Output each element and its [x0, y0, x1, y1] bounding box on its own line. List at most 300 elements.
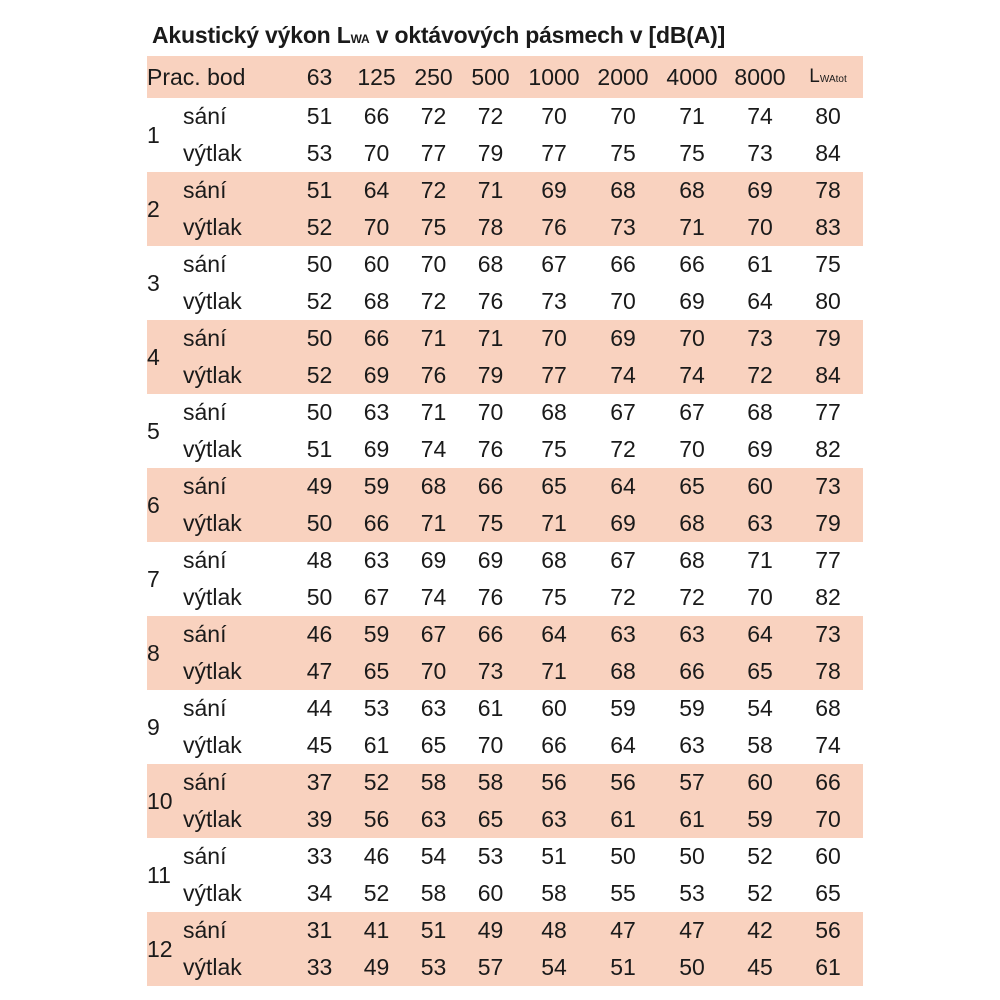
band-value-cell: 63 — [363, 399, 390, 425]
band-value-cell: 46 — [363, 843, 390, 869]
table-row — [147, 135, 863, 172]
band-value-cell: 42 — [747, 917, 773, 943]
header-total-main: L — [809, 66, 820, 87]
band-value-cell: 73 — [747, 140, 773, 166]
band-value-cell: 69 — [420, 547, 447, 573]
band-value-cell: 66 — [541, 732, 567, 758]
band-value-cell: 70 — [610, 288, 636, 314]
band-value-cell: 60 — [363, 251, 390, 277]
band-value-cell: 66 — [363, 510, 390, 536]
mode-label: sání — [183, 547, 227, 573]
band-value-cell: 33 — [306, 843, 333, 869]
band-value-cell: 67 — [610, 399, 636, 425]
operating-point-number: 5 — [147, 417, 160, 444]
mode-label: sání — [183, 399, 227, 425]
band-value-cell: 68 — [477, 251, 504, 277]
band-value-cell: 61 — [679, 806, 705, 832]
total-value-cell: 75 — [815, 251, 841, 277]
table-row — [147, 468, 863, 505]
operating-point-number: 6 — [147, 491, 160, 518]
band-value-cell: 57 — [477, 954, 504, 980]
total-value-cell: 66 — [815, 769, 841, 795]
band-value-cell: 49 — [363, 954, 390, 980]
band-value-cell: 61 — [747, 251, 773, 277]
band-value-cell: 70 — [477, 732, 504, 758]
total-value-cell: 79 — [815, 510, 841, 536]
band-value-cell: 66 — [363, 103, 390, 129]
mode-label: výtlak — [183, 658, 242, 684]
band-value-cell: 72 — [420, 288, 447, 314]
band-value-cell: 63 — [420, 695, 447, 721]
band-value-cell: 59 — [363, 621, 390, 647]
band-value-cell: 68 — [679, 177, 705, 203]
band-value-cell: 51 — [306, 177, 333, 203]
band-value-cell: 44 — [306, 695, 333, 721]
band-value-cell: 69 — [363, 362, 390, 388]
band-value-cell: 58 — [747, 732, 773, 758]
band-value-cell: 53 — [363, 695, 390, 721]
band-value-cell: 41 — [363, 917, 390, 943]
title-suffix: v oktávových pásmech v [dB(A)] — [369, 22, 726, 48]
band-value-cell: 52 — [306, 288, 333, 314]
operating-point-group — [147, 394, 863, 468]
total-value-cell: 68 — [815, 695, 841, 721]
band-value-cell: 76 — [541, 214, 567, 240]
band-value-cell: 74 — [420, 584, 447, 610]
header-row — [147, 56, 863, 98]
band-value-cell: 52 — [747, 880, 773, 906]
band-value-cell: 66 — [679, 658, 705, 684]
operating-point-number: 7 — [147, 565, 160, 592]
total-value-cell: 61 — [815, 954, 841, 980]
band-value-cell: 68 — [420, 473, 447, 499]
mode-label: sání — [183, 917, 227, 943]
band-value-cell: 71 — [679, 214, 705, 240]
table-row — [147, 838, 863, 875]
band-value-cell: 56 — [610, 769, 636, 795]
band-value-cell: 63 — [541, 806, 567, 832]
band-value-cell: 59 — [747, 806, 773, 832]
band-value-cell: 50 — [306, 584, 333, 610]
table-row — [147, 283, 863, 320]
band-value-cell: 72 — [477, 103, 504, 129]
band-value-cell: 70 — [679, 325, 705, 351]
band-value-cell: 34 — [306, 880, 333, 906]
band-value-cell: 48 — [541, 917, 567, 943]
band-value-cell: 52 — [363, 769, 390, 795]
band-value-cell: 70 — [679, 436, 705, 462]
band-value-cell: 60 — [541, 695, 567, 721]
total-value-cell: 77 — [815, 399, 841, 425]
mode-label: sání — [183, 769, 227, 795]
band-value-cell: 68 — [541, 547, 567, 573]
band-value-cell: 74 — [679, 362, 705, 388]
band-value-cell: 52 — [306, 214, 333, 240]
band-value-cell: 66 — [363, 325, 390, 351]
band-value-cell: 61 — [610, 806, 636, 832]
band-value-cell: 63 — [679, 621, 705, 647]
header-total — [793, 56, 863, 98]
band-value-cell: 73 — [541, 288, 567, 314]
header-band-4000: 4000 — [666, 63, 718, 90]
mode-label: sání — [183, 473, 227, 499]
band-value-cell: 63 — [747, 510, 773, 536]
band-value-cell: 66 — [477, 621, 504, 647]
operating-point-group — [147, 838, 863, 912]
header-operating-point: Prac. bod — [147, 63, 246, 90]
header-total-sub: WAtot — [819, 74, 847, 85]
operating-point-number: 12 — [147, 935, 173, 962]
total-value-cell: 79 — [815, 325, 841, 351]
mode-label: výtlak — [183, 140, 242, 166]
operating-point-group — [147, 542, 863, 616]
total-value-cell: 83 — [815, 214, 841, 240]
header-band-2000: 2000 — [597, 63, 649, 90]
band-value-cell: 71 — [679, 103, 705, 129]
band-value-cell: 68 — [679, 547, 705, 573]
table-row — [147, 209, 863, 246]
band-value-cell: 72 — [420, 103, 447, 129]
total-value-cell: 80 — [815, 103, 841, 129]
operating-point-number: 1 — [147, 121, 160, 148]
operating-point-group — [147, 320, 863, 394]
operating-point-group — [147, 172, 863, 246]
band-value-cell: 71 — [420, 399, 447, 425]
title-prefix: Akustický výkon L — [152, 22, 351, 48]
header-band-250: 250 — [414, 63, 453, 90]
band-value-cell: 73 — [477, 658, 504, 684]
header-band-1000: 1000 — [528, 63, 580, 90]
band-value-cell: 70 — [541, 103, 567, 129]
band-value-cell: 67 — [610, 547, 636, 573]
band-value-cell: 59 — [363, 473, 390, 499]
band-value-cell: 67 — [679, 399, 705, 425]
header-band-500: 500 — [471, 63, 510, 90]
table-row — [147, 912, 863, 949]
band-value-cell: 71 — [477, 325, 504, 351]
band-value-cell: 79 — [477, 362, 504, 388]
mode-label: výtlak — [183, 732, 242, 758]
band-value-cell: 68 — [363, 288, 390, 314]
band-value-cell: 69 — [610, 510, 636, 536]
table-row — [147, 690, 863, 727]
table-row — [147, 98, 863, 135]
band-value-cell: 77 — [420, 140, 447, 166]
band-value-cell: 68 — [610, 177, 636, 203]
band-value-cell: 77 — [541, 362, 567, 388]
band-value-cell: 75 — [679, 140, 705, 166]
mode-label: sání — [183, 695, 227, 721]
mode-label: výtlak — [183, 362, 242, 388]
band-value-cell: 69 — [747, 436, 773, 462]
band-value-cell: 72 — [679, 584, 705, 610]
band-value-cell: 76 — [477, 436, 504, 462]
band-value-cell: 52 — [363, 880, 390, 906]
band-value-cell: 71 — [541, 510, 567, 536]
band-value-cell: 67 — [363, 584, 390, 610]
table-row — [147, 579, 863, 616]
band-value-cell: 68 — [541, 399, 567, 425]
band-value-cell: 71 — [541, 658, 567, 684]
band-value-cell: 69 — [679, 288, 705, 314]
band-value-cell: 76 — [477, 584, 504, 610]
band-value-cell: 50 — [306, 251, 333, 277]
band-value-cell: 47 — [679, 917, 705, 943]
operating-point-group — [147, 98, 863, 172]
band-value-cell: 49 — [477, 917, 504, 943]
band-value-cell: 48 — [306, 547, 333, 573]
band-value-cell: 78 — [477, 214, 504, 240]
band-value-cell: 53 — [306, 140, 333, 166]
table-row — [147, 727, 863, 764]
band-value-cell: 54 — [747, 695, 773, 721]
mode-label: výtlak — [183, 288, 242, 314]
total-value-cell: 80 — [815, 288, 841, 314]
band-value-cell: 60 — [477, 880, 504, 906]
band-value-cell: 51 — [610, 954, 636, 980]
band-value-cell: 65 — [541, 473, 567, 499]
band-value-cell: 74 — [420, 436, 447, 462]
band-value-cell: 70 — [477, 399, 504, 425]
band-value-cell: 68 — [747, 399, 773, 425]
band-value-cell: 58 — [420, 769, 447, 795]
mode-label: sání — [183, 103, 227, 129]
mode-label: výtlak — [183, 436, 242, 462]
total-value-cell: 65 — [815, 880, 841, 906]
band-value-cell: 69 — [363, 436, 390, 462]
band-value-cell: 72 — [420, 177, 447, 203]
total-value-cell: 70 — [815, 806, 841, 832]
band-value-cell: 54 — [420, 843, 447, 869]
band-value-cell: 65 — [477, 806, 504, 832]
total-value-cell: 78 — [815, 177, 841, 203]
band-value-cell: 75 — [541, 584, 567, 610]
band-value-cell: 49 — [306, 473, 333, 499]
table-title — [152, 22, 725, 49]
band-value-cell: 71 — [420, 325, 447, 351]
mode-label: sání — [183, 251, 227, 277]
band-value-cell: 63 — [679, 732, 705, 758]
band-value-cell: 51 — [541, 843, 567, 869]
band-value-cell: 72 — [747, 362, 773, 388]
band-value-cell: 72 — [610, 436, 636, 462]
band-value-cell: 33 — [306, 954, 333, 980]
band-value-cell: 64 — [541, 621, 567, 647]
band-value-cell: 75 — [610, 140, 636, 166]
operating-point-number: 10 — [147, 787, 173, 814]
band-value-cell: 70 — [363, 140, 390, 166]
band-value-cell: 73 — [747, 325, 773, 351]
band-value-cell: 70 — [747, 584, 773, 610]
band-value-cell: 74 — [610, 362, 636, 388]
band-value-cell: 54 — [541, 954, 567, 980]
band-value-cell: 57 — [679, 769, 705, 795]
band-value-cell: 39 — [306, 806, 333, 832]
band-value-cell: 56 — [363, 806, 390, 832]
table-row — [147, 172, 863, 209]
total-value-cell: 82 — [815, 436, 841, 462]
operating-point-group — [147, 468, 863, 542]
band-value-cell: 69 — [747, 177, 773, 203]
band-value-cell: 45 — [306, 732, 333, 758]
band-value-cell: 64 — [747, 621, 773, 647]
band-value-cell: 53 — [420, 954, 447, 980]
band-value-cell: 67 — [420, 621, 447, 647]
band-value-cell: 79 — [477, 140, 504, 166]
band-value-cell: 66 — [610, 251, 636, 277]
band-value-cell: 66 — [477, 473, 504, 499]
total-value-cell: 60 — [815, 843, 841, 869]
band-value-cell: 68 — [610, 658, 636, 684]
band-value-cell: 58 — [420, 880, 447, 906]
band-value-cell: 65 — [747, 658, 773, 684]
band-value-cell: 50 — [306, 510, 333, 536]
table-row — [147, 505, 863, 542]
table-row — [147, 616, 863, 653]
mode-label: výtlak — [183, 214, 242, 240]
band-value-cell: 67 — [541, 251, 567, 277]
operating-point-number: 4 — [147, 343, 160, 370]
title-subscript: WA — [350, 32, 370, 46]
band-value-cell: 64 — [363, 177, 390, 203]
acoustic-power-table — [147, 56, 863, 986]
total-value-cell: 84 — [815, 140, 841, 166]
operating-point-group — [147, 690, 863, 764]
operating-point-number: 11 — [147, 861, 171, 888]
band-value-cell: 73 — [610, 214, 636, 240]
band-value-cell: 65 — [679, 473, 705, 499]
total-value-cell: 78 — [815, 658, 841, 684]
band-value-cell: 50 — [679, 954, 705, 980]
band-value-cell: 53 — [477, 843, 504, 869]
total-value-cell: 73 — [815, 473, 841, 499]
operating-point-number: 3 — [147, 269, 160, 296]
band-value-cell: 51 — [306, 436, 333, 462]
mode-label: výtlak — [183, 806, 242, 832]
band-value-cell: 63 — [363, 547, 390, 573]
band-value-cell: 77 — [541, 140, 567, 166]
operating-point-group — [147, 246, 863, 320]
table-row — [147, 246, 863, 283]
band-value-cell: 51 — [420, 917, 447, 943]
operating-point-group — [147, 616, 863, 690]
mode-label: výtlak — [183, 584, 242, 610]
band-value-cell: 66 — [679, 251, 705, 277]
band-value-cell: 63 — [420, 806, 447, 832]
band-value-cell: 70 — [541, 325, 567, 351]
mode-label: výtlak — [183, 954, 242, 980]
band-value-cell: 59 — [610, 695, 636, 721]
band-value-cell: 60 — [747, 473, 773, 499]
band-value-cell: 56 — [541, 769, 567, 795]
total-value-cell: 56 — [815, 917, 841, 943]
band-value-cell: 37 — [306, 769, 333, 795]
band-value-cell: 70 — [420, 251, 447, 277]
band-value-cell: 64 — [610, 473, 636, 499]
table-row — [147, 394, 863, 431]
total-value-cell: 74 — [815, 732, 841, 758]
operating-point-number: 9 — [147, 713, 160, 740]
band-value-cell: 50 — [306, 399, 333, 425]
table-row — [147, 764, 863, 801]
band-value-cell: 53 — [679, 880, 705, 906]
mode-label: sání — [183, 843, 227, 869]
band-value-cell: 55 — [610, 880, 636, 906]
band-value-cell: 52 — [306, 362, 333, 388]
band-value-cell: 75 — [420, 214, 447, 240]
band-value-cell: 76 — [477, 288, 504, 314]
mode-label: výtlak — [183, 880, 242, 906]
total-value-cell: 84 — [815, 362, 841, 388]
band-value-cell: 70 — [610, 103, 636, 129]
table-row — [147, 431, 863, 468]
band-value-cell: 72 — [610, 584, 636, 610]
band-value-cell: 46 — [306, 621, 333, 647]
mode-label: sání — [183, 177, 227, 203]
band-value-cell: 52 — [747, 843, 773, 869]
band-value-cell: 47 — [610, 917, 636, 943]
band-value-cell: 65 — [363, 658, 390, 684]
band-value-cell: 70 — [363, 214, 390, 240]
band-value-cell: 69 — [541, 177, 567, 203]
mode-label: sání — [183, 621, 227, 647]
band-value-cell: 76 — [420, 362, 447, 388]
operating-point-number: 2 — [147, 195, 160, 222]
total-value-cell: 82 — [815, 584, 841, 610]
band-value-cell: 47 — [306, 658, 333, 684]
band-value-cell: 63 — [610, 621, 636, 647]
mode-label: sání — [183, 325, 227, 351]
mode-label: výtlak — [183, 510, 242, 536]
table-row — [147, 320, 863, 357]
header-band-63: 63 — [306, 63, 333, 90]
band-value-cell: 31 — [306, 917, 333, 943]
band-value-cell: 70 — [420, 658, 447, 684]
operating-point-group — [147, 912, 863, 986]
band-value-cell: 71 — [747, 547, 773, 573]
operating-point-group — [147, 764, 863, 838]
band-value-cell: 59 — [679, 695, 705, 721]
band-value-cell: 45 — [747, 954, 773, 980]
band-value-cell: 51 — [306, 103, 333, 129]
band-value-cell: 70 — [747, 214, 773, 240]
band-value-cell: 50 — [679, 843, 705, 869]
band-value-cell: 68 — [679, 510, 705, 536]
band-value-cell: 69 — [477, 547, 504, 573]
header-band-125: 125 — [357, 63, 396, 90]
band-value-cell: 50 — [610, 843, 636, 869]
band-value-cell: 61 — [363, 732, 390, 758]
band-value-cell: 65 — [420, 732, 447, 758]
band-value-cell: 69 — [610, 325, 636, 351]
band-value-cell: 64 — [747, 288, 773, 314]
table-row — [147, 949, 863, 986]
band-value-cell: 60 — [747, 769, 773, 795]
band-value-cell: 71 — [477, 177, 504, 203]
total-value-cell: 77 — [815, 547, 841, 573]
band-value-cell: 50 — [306, 325, 333, 351]
table-row — [147, 653, 863, 690]
header-band-8000: 8000 — [734, 63, 786, 90]
operating-point-number: 8 — [147, 639, 160, 666]
table-row — [147, 875, 863, 912]
table-row — [147, 801, 863, 838]
total-value-cell: 73 — [815, 621, 841, 647]
band-value-cell: 74 — [747, 103, 773, 129]
band-value-cell: 61 — [477, 695, 504, 721]
table-row — [147, 357, 863, 394]
band-value-cell: 64 — [610, 732, 636, 758]
